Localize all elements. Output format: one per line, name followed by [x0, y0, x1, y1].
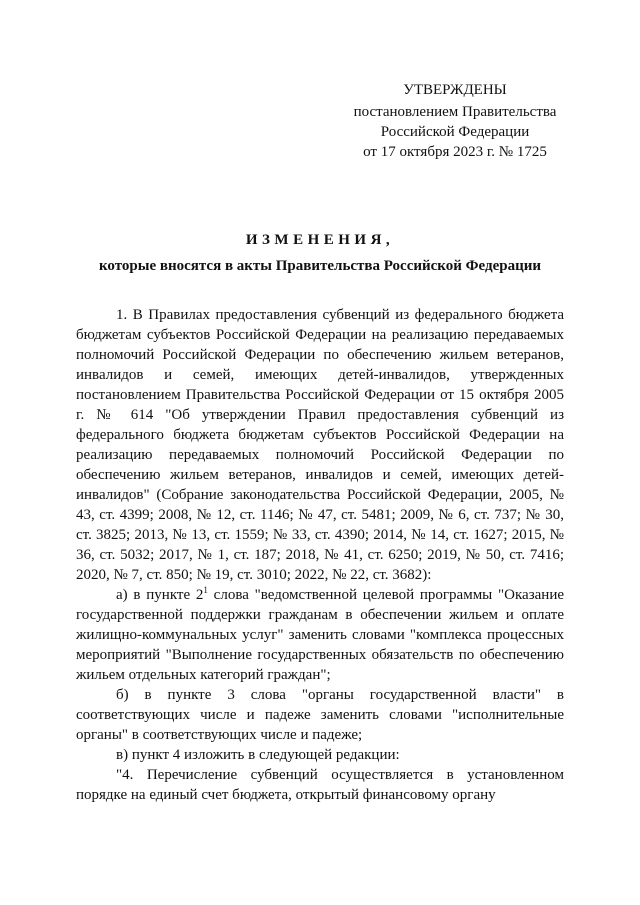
- approval-line-1: постановлением Правительства: [353, 104, 557, 120]
- approval-block: [340, 80, 570, 162]
- approval-line-3: от 17 октября 2023 г. № 1725: [363, 144, 547, 160]
- paragraph-2-rest: слова "ведомственной целевой программы "Оказание государственной поддержки гражданам в обеспечении жильем и оплате жилищно-коммунальных услуг" заменить словами "комплекса процессных мероприятий "Выполнение государственных обязательств по обеспечению жильем отдельных категорий граждан";: [76, 587, 564, 683]
- paragraph-5: "4. Перечисление субвенций осуществляется в установленном порядке на единый счет бюджета, открытый финансовому органу: [76, 767, 564, 803]
- paragraph-2: [76, 585, 564, 685]
- approval-line-2: Российской Федерации: [380, 124, 530, 140]
- document-body: [76, 305, 564, 805]
- document-subtitle: которые вносятся в акты Правительства Российской Федерации: [98, 258, 542, 274]
- document-title: ИЗМЕНЕНИЯ,: [245, 232, 395, 248]
- paragraph-2-superscript: 1: [203, 585, 208, 595]
- approval-heading: УТВЕРЖДЕНЫ: [403, 82, 507, 98]
- paragraph-1: 1. В Правилах предоставления субвенций из федерального бюджета бюджетам субъектов Российской Федерации на реализацию передаваемых полномочий Российской Федерации по обеспечению жильем ветеранов, инвалидов и семей, имеющих детей-инвалидов, утвержденных постановлением Правительства Российской Федерации от 15 октября 2005 г. № 614 "Об утверждении Правил предоставления субвенций из федерального бюджета бюджетам субъектов Российской Федерации на реализацию передаваемых полномочий Российской Федерации по обеспечению жильем ветеранов, инвалидов и семей, имеющих детей-инвалидов" (Собрание законодательства Российской Федерации, 2005, № 43, ст. 4399; 2008, № 12, ст. 1146; № 47, ст. 5481; 2009, № 6, ст. 737; № 30, ст. 3825; 2013, № 13, ст. 1559; № 33, ст. 4390; 2014, № 14, ст. 1627; 2015, № 36, ст. 5032; 2017, № 1, ст. 187; 2018, № 41, ст. 6250; 2019, № 50, ст. 7416; 2020, № 7, ст. 850; № 19, ст. 3010; 2022, № 22, ст. 3682):: [76, 307, 564, 583]
- paragraph-4: в) пункт 4 изложить в следующей редакции:: [116, 747, 400, 763]
- paragraph-2-start: а) в пункте 2: [116, 587, 204, 603]
- paragraph-3: б) в пункте 3 слова "органы государственной власти" в соответствующих числе и падеже заменить словами "исполнительные органы" в соответствующих числе и падеже;: [76, 687, 564, 743]
